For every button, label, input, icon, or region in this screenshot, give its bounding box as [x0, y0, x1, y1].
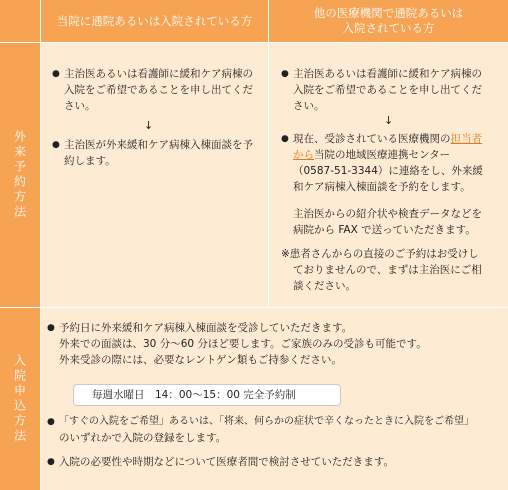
col2-step2-line4: 和ケア病棟入棟面談を予約をします。 — [293, 181, 471, 193]
side-label-admission — [0, 308, 40, 490]
header-col2-line2: 入院されている方 — [342, 21, 435, 35]
admission-step3 — [47, 454, 505, 470]
outpatient-label-text: 外来予約方法 — [12, 130, 27, 220]
col2-fax-line2: 病院から FAX で送っていただきます。 — [293, 224, 476, 236]
admission-step2-line1: 「すぐの入院をご希望」あるいは、「将来、何らかの症状で辛くなったときに入院をご希望」 — [59, 416, 474, 427]
bullet-icon: ● — [47, 417, 55, 427]
contact-person-link[interactable]: 担当者 — [450, 133, 482, 145]
header-col2-line1: 他の医療機関で通院あるいは — [313, 6, 464, 20]
col2-step2-line3: （0587-51-3344）に連絡をし、外来緩 — [293, 165, 483, 177]
col2-step2-line2: 当院の地域医療連携センター — [314, 149, 451, 161]
header-current-patients — [41, 0, 268, 42]
col2-step1-line2: 入院をご希望であることを申し出てくだ — [293, 84, 482, 96]
col2-step1-line1: 主治医あるいは看護師に緩和ケア病棟の — [293, 68, 482, 80]
bullet-icon: ● — [47, 457, 55, 467]
admission-step2 — [47, 414, 505, 446]
admission-step2-line2: のいずれかで入院の登録をします。 — [59, 432, 227, 444]
col1-step2-line2: 約します。 — [64, 155, 116, 167]
admission-step1 — [47, 320, 505, 368]
bullet-icon: ● — [47, 323, 55, 333]
col2-note-line2: ておりませんので、まずは主治医にご相 — [293, 264, 482, 276]
col2-fax-note — [293, 206, 505, 238]
admission-label-text: 入院申込方法 — [12, 354, 27, 444]
col2-step2-text-pre: 現在、受診されている医療機関の — [293, 133, 451, 145]
col2-step1 — [281, 66, 503, 114]
bullet-icon: ● — [281, 69, 289, 79]
schedule-box: 毎週水曜日 14：00〜15：00 完全予約制 — [73, 384, 341, 406]
admission-step1-line2: 外来での面談は、30 分〜60 分ほど要します。ご家族のみの受診も可能です。 — [59, 338, 427, 350]
col2-step1-line3: さい。 — [293, 100, 325, 112]
bullet-icon: ● — [52, 140, 60, 150]
admission-step3-line1: 入院の必要性や時期などについて医療者間で検討させていただきます。 — [59, 456, 394, 468]
col1-step1-line1: 主治医あるいは看護師に緩和ケア病棟の — [64, 68, 253, 80]
down-arrow-icon: ↓ — [384, 114, 394, 127]
side-label-outpatient — [0, 43, 40, 307]
col2-note-line1: ※患者さんからの直接のご予約はお受けし — [281, 248, 479, 260]
col1-step2 — [52, 137, 266, 169]
col2-step2 — [281, 131, 503, 195]
col1-step1 — [52, 66, 266, 114]
bullet-icon: ● — [281, 134, 289, 144]
header-corner — [0, 0, 40, 42]
contact-person-link-cont[interactable]: から — [293, 149, 314, 161]
col1-step1-line3: さい。 — [64, 100, 96, 112]
col2-note-line3: 談ください。 — [293, 280, 356, 292]
header-col1-text: 当院に通院あるいは入院されている方 — [56, 13, 253, 28]
col2-fax-line1: 主治医からの紹介状や検査データなどを — [293, 208, 482, 220]
col1-step2-line1: 主治医が外来緩和ケア病棟入棟面談を予 — [64, 139, 253, 151]
col2-direct-reservation-note — [281, 246, 505, 294]
admission-step1-line3: 外来受診の際には、必要なレントゲン類もご持参ください。 — [59, 354, 342, 366]
col1-step1-line2: 入院をご希望であることを申し出てくだ — [64, 84, 253, 96]
admission-step1-line1: 予約日に外来緩和ケア病棟入棟面談を受診していただきます。 — [59, 322, 353, 334]
bullet-icon: ● — [52, 69, 60, 79]
header-other-institution — [269, 0, 508, 42]
down-arrow-icon: ↓ — [144, 119, 154, 132]
